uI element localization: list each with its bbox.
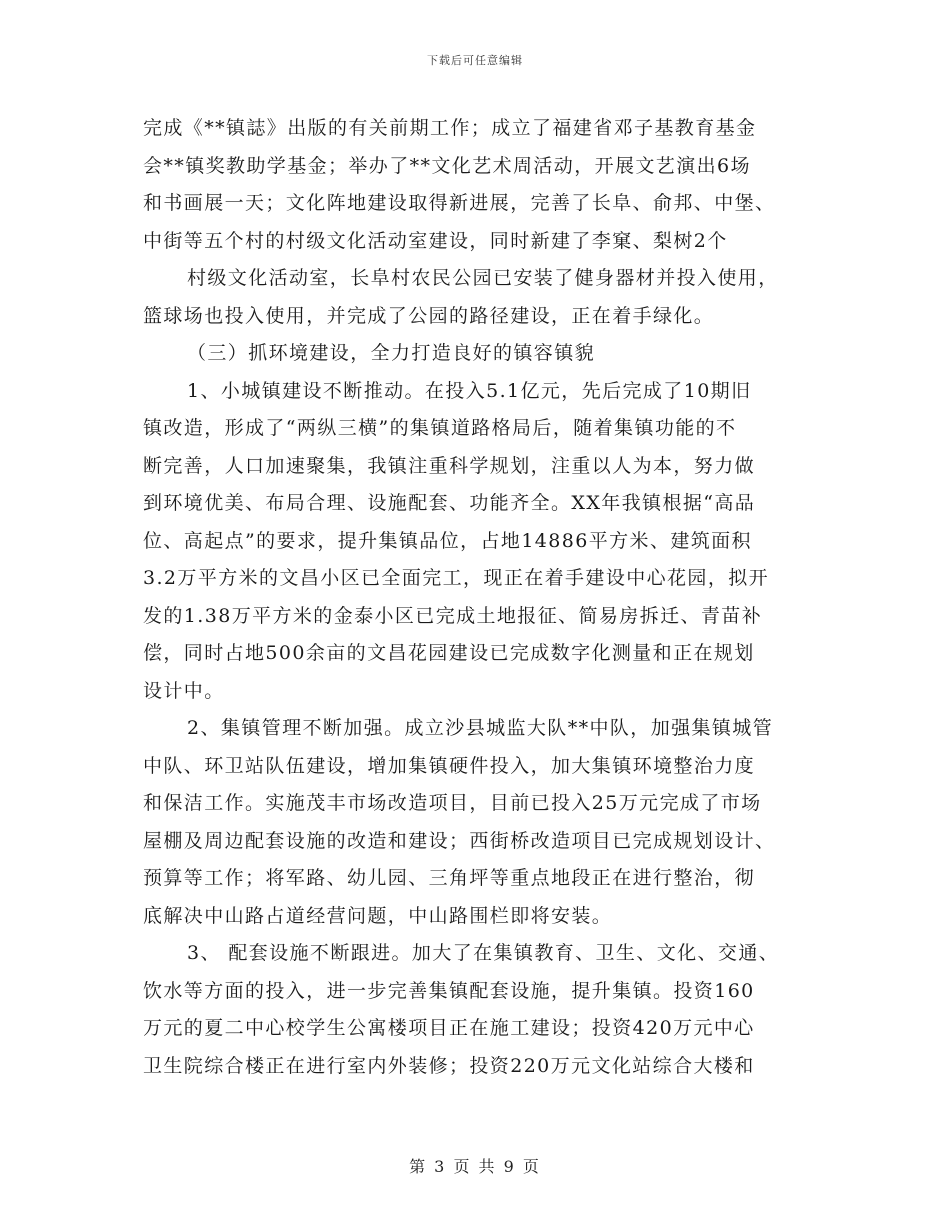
text-line: 会**镇奖教助学基金；举办了**文化艺术周活动，开展文艺演出6场 <box>143 154 751 177</box>
text-line: 和保洁工作。实施茂丰市场改造项目，目前已投入25万元完成了市场 <box>143 792 762 814</box>
text-line: 村级文化活动室，长阜村农民公园已安装了健身器材并投入使用， <box>187 267 779 289</box>
text-line: 镇改造，形成了“两纵三横”的集镇道路格局后，随着集镇功能的不 <box>143 417 737 439</box>
text-line: 屋棚及周边配套设施的改造和建设；西街桥改造项目已完成规划设计、 <box>143 829 776 852</box>
text-line: 3.2万平方米的文昌小区已全面完工，现正在着手建设中心花园，拟开 <box>143 567 770 589</box>
text-line: 位、高起点”的要求，提升集镇品位，占地14886平方米、建筑面积 <box>143 529 752 552</box>
text-line: （三）抓环境建设，全力打造良好的镇容镇貌 <box>187 342 596 364</box>
text-line: 底解决中山路占道经营问题，中山路围栏即将安装。 <box>143 904 613 927</box>
text-line: 设计中。 <box>143 679 225 702</box>
text-line: 偿，同时占地500余亩的文昌花园建设已完成数字化测量和正在规划 <box>143 642 755 664</box>
text-line: 2、集镇管理不断加强。成立沙县城监大队**中队，加强集镇城管 <box>187 717 774 739</box>
text-line: 发的1.38万平方米的金泰小区已完成土地报征、简易房拆迁、青苗补 <box>143 604 763 627</box>
text-line: 到环境优美、布局合理、设施配套、功能齐全。XX年我镇根据“高品 <box>143 492 756 514</box>
text-line: 1、小城镇建设不断推动。在投入5.1亿元，先后完成了10期旧 <box>187 379 752 402</box>
header-note: 下载后可任意编辑 <box>427 54 523 67</box>
text-line: 中街等五个村的村级文化活动室建设，同时新建了李窠、梨树2个 <box>143 229 728 252</box>
text-line: 篮球场也投入使用，并完成了公园的路径建设，正在着手绿化。 <box>143 304 715 327</box>
text-line: 饮水等方面的投入，进一步完善集镇配套设施，提升集镇。投资160 <box>143 979 755 1002</box>
text-line: 3、 配套设施不断跟进。加大了在集镇教育、卫生、文化、交通、 <box>187 942 780 964</box>
text-line: 完成《**镇誌》出版的有关前期工作；成立了福建省邓子基教育基金 <box>143 117 757 139</box>
text-line: 断完善，人口加速聚集，我镇注重科学规划，注重以人为本，努力做 <box>143 454 756 477</box>
text-line: 万元的夏二中心校学生公寓楼项目正在施工建设；投资420万元中心 <box>143 1017 755 1039</box>
text-line: 预算等工作；将军路、幼儿园、三角坪等重点地段正在进行整治，彻 <box>143 867 756 889</box>
text-line: 卫生院综合楼正在进行室内外装修；投资220万元文化站综合大楼和 <box>143 1054 755 1077</box>
text-line: 和书画展一天；文化阵地建设取得新进展，完善了长阜、俞邦、中堡、 <box>143 192 776 214</box>
text-line: 中队、环卫站队伍建设，增加集镇硬件投入，加大集镇环境整治力度 <box>143 754 756 777</box>
page-number: 第 3 页 共 9 页 <box>409 1157 541 1176</box>
document-body <box>143 110 807 1085</box>
